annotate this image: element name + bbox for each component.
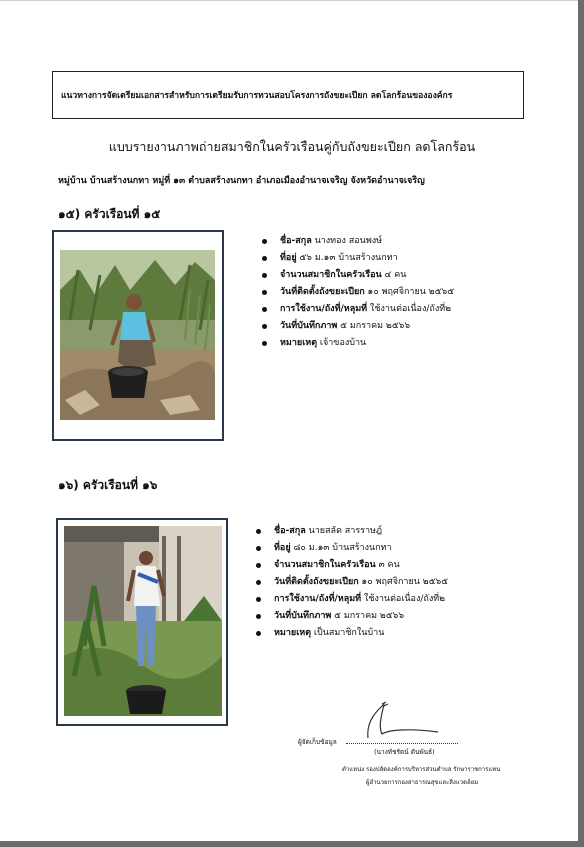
bullet-icon	[262, 256, 267, 261]
guideline-header-text: แนวทางการจัดเตรียมเอกสารสำหรับการเตรียมรับการทวนสอบโครงการถังขยะเปียก ลดโลกร้อนขององค์กร	[61, 91, 453, 101]
detail-row: ชื่อ-สกุล นายสลัด สารราษฎ์	[252, 523, 448, 540]
household-15-photo-frame	[52, 230, 224, 441]
household-16-heading: ๑๖) ครัวเรือนที่ ๑๖	[58, 478, 158, 492]
detail-row: การใช้งาน/ถังที่/หลุมที่ ใช้งานต่อเนื่อง/ถังที่๒	[252, 591, 448, 608]
handwritten-signature	[348, 700, 458, 742]
elderly-woman-with-bin-photo	[60, 250, 215, 420]
report-title: แบบรายงานภาพถ่ายสมาชิกในครัวเรือนคู่กับถังขยะเปียก ลดโลกร้อน	[108, 139, 476, 154]
bullet-icon	[256, 529, 261, 534]
page-top-edge	[0, 0, 584, 1]
bullet-icon	[262, 324, 267, 329]
detail-row: ที่อยู่ ๕๖ ม.๑๓ บ้านสร้างนกทา	[258, 250, 454, 267]
bullet-icon	[256, 563, 261, 568]
bullet-icon	[262, 290, 267, 295]
man-with-bin-photo	[64, 526, 222, 716]
bullet-icon	[256, 614, 261, 619]
bullet-icon	[256, 580, 261, 585]
bullet-icon	[262, 307, 267, 312]
detail-row: หมายเหตุ เป็นสมาชิกในบ้าน	[252, 625, 448, 642]
detail-row: ชื่อ-สกุล นางทอง สอนพงษ์	[258, 233, 454, 250]
bullet-icon	[262, 273, 267, 278]
detail-row: วันที่ติดตั้งถังขยะเปียก ๑๐ พฤศจิกายน ๒๕๖๕	[258, 284, 454, 301]
signature-block	[282, 700, 522, 795]
signatory-position: ตำแหน่ง รองปลัดองค์การบริหารส่วนตำบล รักษาราชการแทน	[342, 766, 501, 773]
guideline-header-box	[52, 71, 524, 119]
household-16-details	[252, 523, 448, 642]
signature-label: ผู้จัดเก็บข้อมูล	[298, 738, 337, 746]
bullet-icon	[256, 546, 261, 551]
bullet-icon	[256, 631, 261, 636]
detail-row: จำนวนสมาชิกในครัวเรือน ๔ คน	[258, 267, 454, 284]
location-line: หมู่บ้าน บ้านสร้างนกทา หมู่ที่ ๑๓ ตำบลสร้างนกทา อำเภอเมืองอำนาจเจริญ จังหวัดอำนาจเจริญ	[58, 176, 425, 186]
detail-row: วันที่บันทึกภาพ ๕ มกราคม ๒๕๖๖	[252, 608, 448, 625]
household-15-heading: ๑๕) ครัวเรือนที่ ๑๕	[58, 207, 161, 221]
detail-row: วันที่ติดตั้งถังขยะเปียก ๑๐ พฤศจิกายน ๒๕๖๕	[252, 574, 448, 591]
bullet-icon	[256, 597, 261, 602]
bullet-icon	[262, 239, 267, 244]
signatory-position-line2: ผู้อำนวยการกองสาธารณสุขและสิ่งแวดล้อม	[366, 779, 479, 786]
detail-row: การใช้งาน/ถังที่/หลุมที่ ใช้งานต่อเนื่อง/ถังที่๒	[258, 301, 454, 318]
signatory-name: (นางทัชรัตน์ ตันพันธ์)	[374, 748, 435, 756]
household-15-details	[258, 233, 454, 352]
detail-row: ที่อยู่ ๘๐ ม.๑๓ บ้านสร้างนกทา	[252, 540, 448, 557]
page-shadow-right	[578, 0, 584, 847]
page-shadow-bottom	[0, 841, 584, 847]
bullet-icon	[262, 341, 267, 346]
detail-row: จำนวนสมาชิกในครัวเรือน ๓ คน	[252, 557, 448, 574]
detail-row: วันที่บันทึกภาพ ๕ มกราคม ๒๕๖๖	[258, 318, 454, 335]
household-16-photo-frame	[56, 518, 228, 726]
detail-row: หมายเหตุ เจ้าของบ้าน	[258, 335, 454, 352]
signature-line	[346, 743, 458, 744]
